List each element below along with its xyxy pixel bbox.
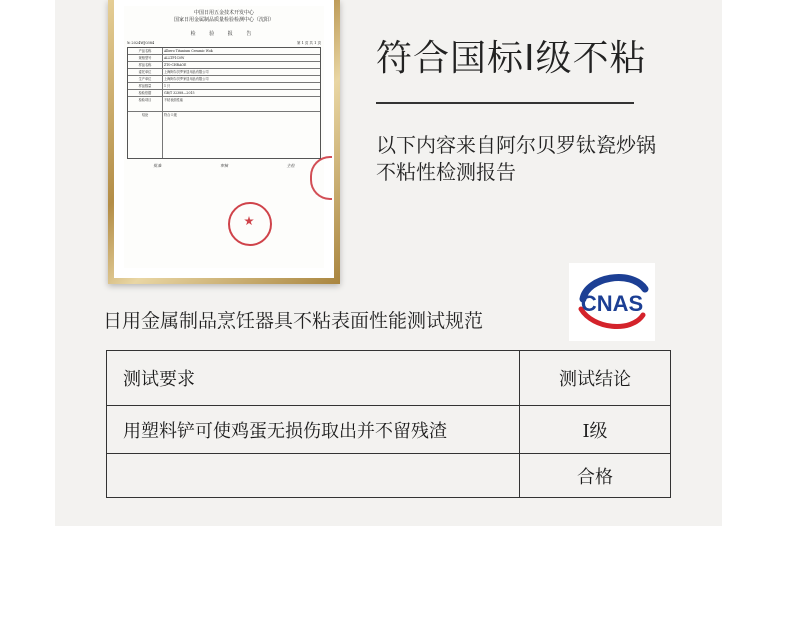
certificate-value: 符合 I 级 bbox=[164, 113, 177, 117]
signature-inspect: 主检 bbox=[286, 163, 295, 168]
test-result-table bbox=[106, 350, 671, 498]
certificate-value: 1 只 bbox=[164, 84, 171, 88]
certificate-value: Albero Titanium Ceramic Wok bbox=[164, 49, 213, 53]
table-header-row bbox=[107, 351, 670, 406]
certificate-title: 检 验 报 告 bbox=[190, 31, 258, 37]
header-requirement: 测试要求 bbox=[107, 351, 520, 405]
certificate-label: 样品数量 bbox=[128, 83, 163, 89]
signature-approve: 批准 bbox=[153, 163, 162, 168]
certificate-row bbox=[128, 83, 320, 90]
certificate-frame bbox=[108, 0, 340, 284]
certificate-label: 检验依据 bbox=[128, 90, 163, 96]
subtitle: 以下内容来自阿尔贝罗钛瓷炒锅不粘性检测报告 bbox=[376, 133, 656, 184]
certificate-page: 第 1 页 共 1 页 bbox=[296, 41, 321, 45]
certificate-row bbox=[128, 112, 320, 158]
certificate-row bbox=[128, 62, 320, 69]
certificate-row bbox=[128, 55, 320, 62]
certificate-value: 上海阿尔贝罗家居用品有限公司 bbox=[164, 77, 209, 81]
certificate-signatures bbox=[124, 163, 324, 169]
certificate-table bbox=[127, 47, 321, 159]
certificate-row bbox=[128, 48, 320, 55]
headline: 符合国标I级不粘 bbox=[376, 38, 647, 79]
certificate-row bbox=[128, 76, 320, 83]
signature-review: 审核 bbox=[219, 163, 228, 168]
certificate-row bbox=[128, 69, 320, 76]
certificate-value: ZT0-CHRAOE bbox=[164, 63, 187, 67]
certificate-mat bbox=[114, 0, 334, 278]
certificate-org-line2: 国家日用金属制品质量检验检测中心（沈阳） bbox=[173, 17, 274, 23]
standard-caption: 日用金属制品烹饪器具不粘表面性能测试规范 bbox=[103, 310, 484, 332]
cnas-logo-text: CNAS bbox=[580, 291, 644, 316]
certificate-label: 规格型号 bbox=[128, 55, 163, 61]
certificate-org-line1: 中国日用五金技术开发中心 bbox=[193, 10, 254, 16]
cnas-logo-icon bbox=[569, 263, 655, 341]
certificate-value: ALLTP1C0W bbox=[164, 56, 185, 60]
table-row bbox=[107, 406, 670, 454]
certificate-value: 不粘表面性能 bbox=[164, 98, 184, 102]
certificate-label: 委托单位 bbox=[128, 69, 163, 75]
certificate-meta bbox=[124, 41, 324, 46]
certificate-document bbox=[124, 6, 324, 268]
certificate-label: 样品名称 bbox=[128, 62, 163, 68]
certificate-row bbox=[128, 90, 320, 97]
certificate-label: 检验项目 bbox=[128, 97, 163, 111]
certificate-row bbox=[128, 97, 320, 112]
certificate-value: 上海阿尔贝罗家居用品有限公司 bbox=[164, 70, 209, 74]
divider bbox=[376, 102, 634, 104]
certificate-value: GB/T 32388—2015 bbox=[164, 91, 195, 95]
official-stamp-icon bbox=[228, 202, 272, 246]
cnas-logo bbox=[569, 263, 655, 341]
certificate-label: 生产单位 bbox=[128, 76, 163, 82]
cell-requirement bbox=[107, 454, 520, 497]
certificate-report-no: № 2024WJ0384 bbox=[127, 41, 155, 45]
header-conclusion: 测试结论 bbox=[559, 369, 631, 390]
certificate-label: 产品名称 bbox=[128, 48, 163, 54]
certificate-label: 结论 bbox=[128, 112, 163, 158]
cell-conclusion: I级 bbox=[582, 420, 608, 442]
table-row bbox=[107, 454, 670, 497]
cell-conclusion: 合格 bbox=[577, 466, 613, 488]
cell-requirement: 用塑料铲可使鸡蛋无损伤取出并不留残渣 bbox=[107, 406, 520, 453]
certificate-org bbox=[124, 10, 324, 24]
